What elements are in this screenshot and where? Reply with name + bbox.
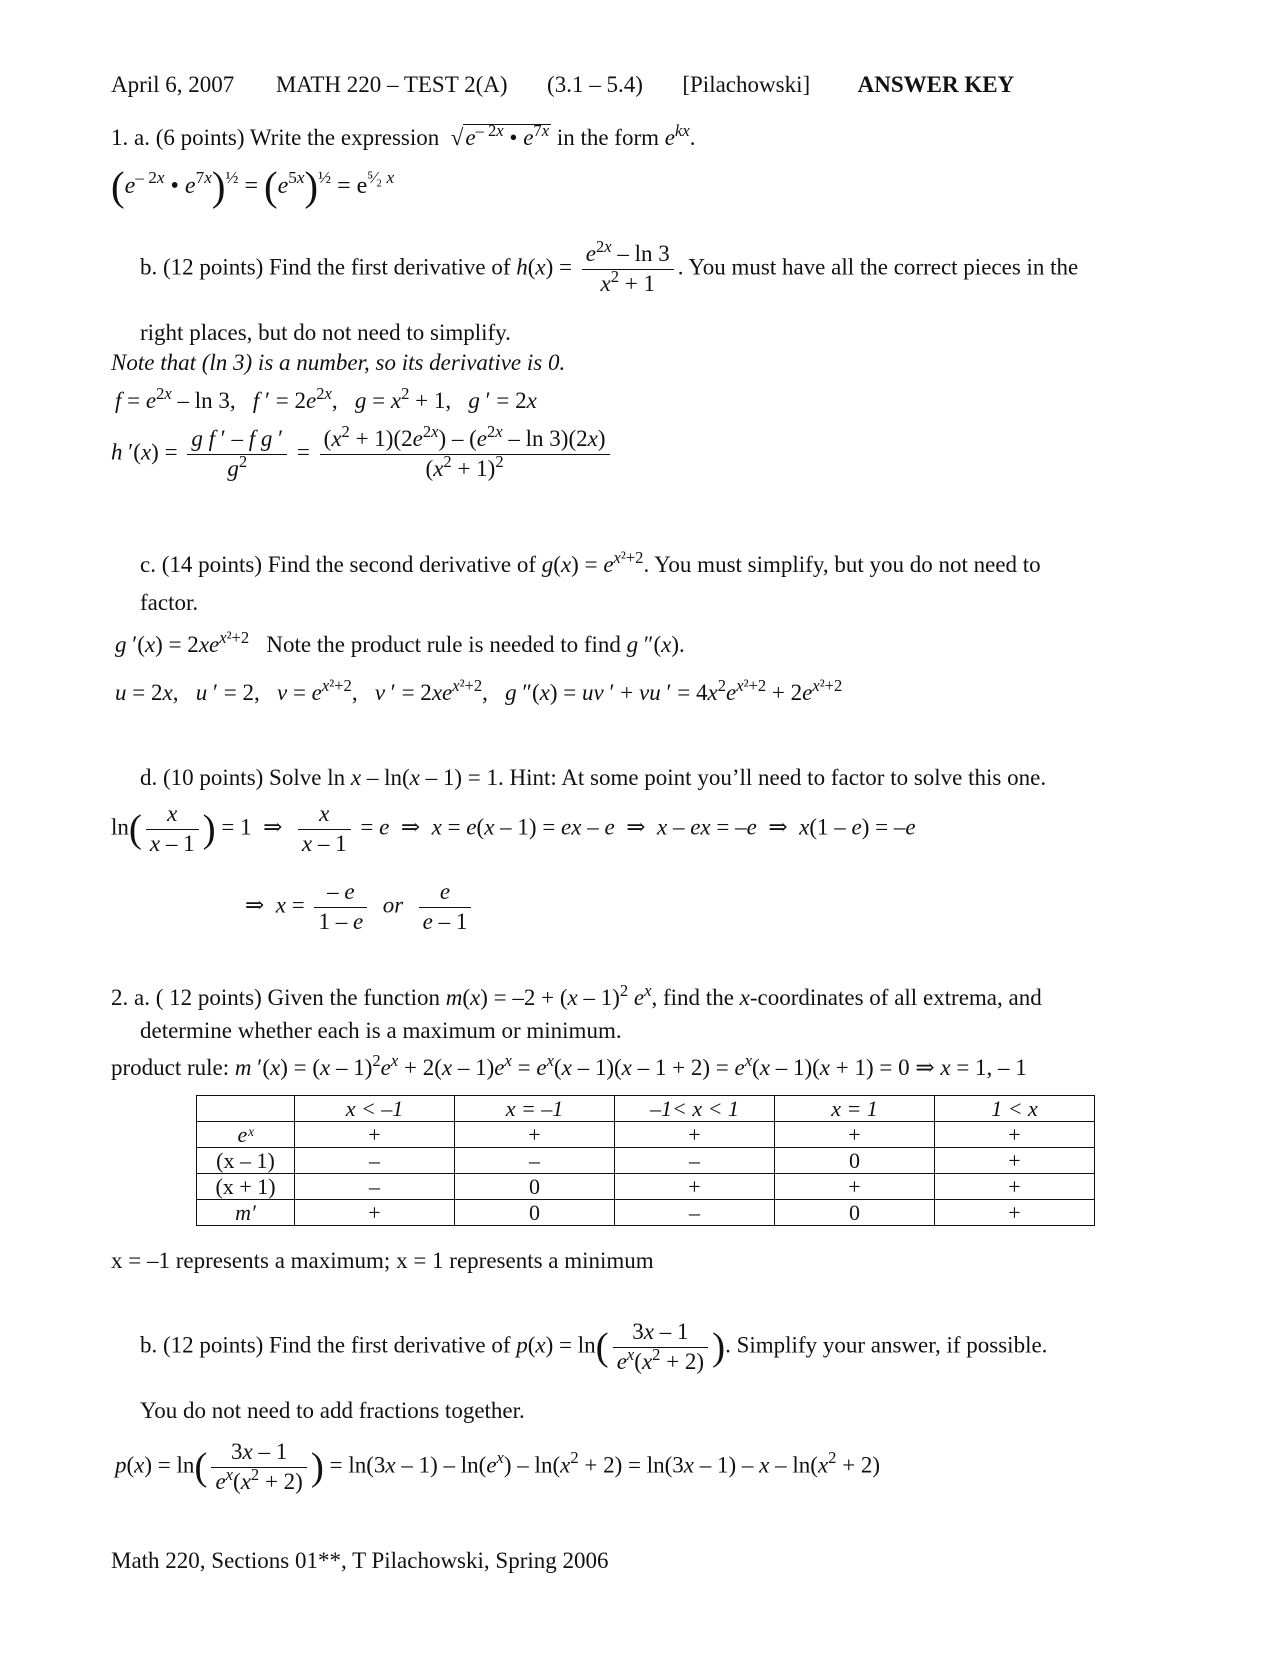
table-row: m′ + 0 – 0 + — [197, 1200, 1095, 1226]
q1c-work-line1: g $'(x) = 2xe^{x^2+2}$ Note the product rule is needed to find g ″(x). — [115, 627, 685, 657]
table-header-row: x < –1 x = –1 –1< x < 1 x = 1 1 < x — [197, 1096, 1095, 1122]
header-date: April 6, 2007 — [111, 72, 235, 97]
sign-chart-table — [196, 1095, 1095, 1226]
q1a-prompt: 1. a. (6 points) Write the expression $√e^{- 2x}$ • $e^{7x}$ in the form $e^{kx}$. — [111, 120, 696, 150]
table-row: (x – 1) – – – 0 + — [197, 1148, 1095, 1174]
q1b-prompt: b. (12 points) Find the first derivative of h(x) = $\frac{e^{2x} - \ln 3}{x^2 + 1}$ . You must have all the correct pieces in the — [140, 236, 1079, 296]
q2a-work: product rule: m $'(x) = (x - 1)^2e^x + 2(x - 1)e^x = e^x(x - 1)(x - 1 + 2) = e^x(x - 1)(x + 1) = 0$ ⇒ x = 1, – 1 — [111, 1050, 1027, 1080]
table-row: eˣ + + + + + — [197, 1122, 1095, 1148]
header-sections: (3.1 – 5.4) — [547, 72, 643, 97]
header-line — [111, 72, 1014, 98]
q1b-work-line1: $f = e^{2x} - \ln 3$, f ′ = $2e^{2x}$, $g = x^2 + 1$, g ′ = 2x — [115, 383, 537, 413]
header-instructor: [Pilachowski] — [682, 72, 811, 97]
q1c-prompt: c. (14 points) Find the second derivative of $g(x) = e^{x^2+2}$. You must simplify, but you do not need to — [140, 547, 1041, 577]
q2b-prompt-continued: You do not need to add fractions together. — [140, 1398, 525, 1423]
q1a-work: ($e^{- 2x}$ • $e^{7x})^{\frac{1}{2}} = (e^{5x})^{\frac{1}{2}} = e^{^5⁄_2 x}$ — [111, 164, 395, 209]
q2a-prompt: 2. a. ( 12 points) Given the function m(x) = –2 + (x – 1)$^2$ $e^x$, find the x-coordinates of all extrema, and — [111, 980, 1042, 1010]
q1d-work-line1: ln( $\frac{x}{x - 1}$ ) = 1 ⇒ $\frac{x}{x - 1}$ = e ⇒ x = e(x – 1) = ex – e ⇒ x – ex = –e ⇒ x(1 – e) = –e — [111, 801, 916, 856]
q1b-work-line2: h ′(x) = $\frac{\text{g f ′ – f g ′}}{g^2}$ = $\frac{(x^2 + 1)(2e^{2x}) - (e^{2x} - \ln 3)(2x)}{(x^2 + 1)^2}$ — [111, 425, 614, 484]
page-footer: Math 220, Sections 01**, T Pilachowski, Spring 2006 — [111, 1548, 609, 1573]
q1b-note: Note that (ln 3) is a number, so its derivative is 0. — [111, 350, 566, 375]
q1c-prompt-continued: factor. — [140, 590, 199, 615]
q1c-work-line2: u = 2x, u ′ = 2, $v = e^{x^2+2}$, v ′ = $2xe^{x^2+2}$, g ″(x) = uv ′ + vu ′ = $4x^2e^{x^2+2} + 2e^{x^2+2}$ — [115, 675, 843, 705]
q1a-sqrt-expression: $√e^{- 2x}$ • $e^{7x}$ — [445, 120, 550, 150]
header-course: MATH 220 – TEST 2(A) — [275, 72, 508, 97]
q1d-prompt: d. (10 points) Solve ln x – ln(x – 1) = 1. Hint: At some point you’ll need to factor to solve this one. — [140, 765, 1047, 790]
q2a-conclusion: x = –1 represents a maximum; x = 1 represents a minimum — [111, 1248, 654, 1273]
q2b-work: p(x) = ln( $\frac{3x - 1}{e^x(x^2 + 2)}$ ) = $\ln(3x - 1) - \ln(e^x) - \ln(x^2 + 2) = \ln(3x - 1) - x - \ln(x^2 + 2)$ — [115, 1439, 881, 1494]
q1b-prompt-continued: right places, but do not need to simplify. — [140, 320, 511, 345]
header-answer-key: ANSWER KEY — [857, 72, 1015, 97]
q2b-prompt: b. (12 points) Find the first derivative of p(x) = ln( $\frac{3x - 1}{e^x(x^2 + 2)}$ ). Simplify your answer, if possible. — [140, 1319, 1048, 1374]
table-row: (x + 1) – 0 + + + — [197, 1174, 1095, 1200]
q1d-work-line2: ⇒ x = $\frac{- e}{1 - e}$ or $\frac{e}{e - 1}$ — [245, 878, 475, 937]
q2a-prompt-continued: determine whether each is a maximum or minimum. — [140, 1018, 622, 1043]
